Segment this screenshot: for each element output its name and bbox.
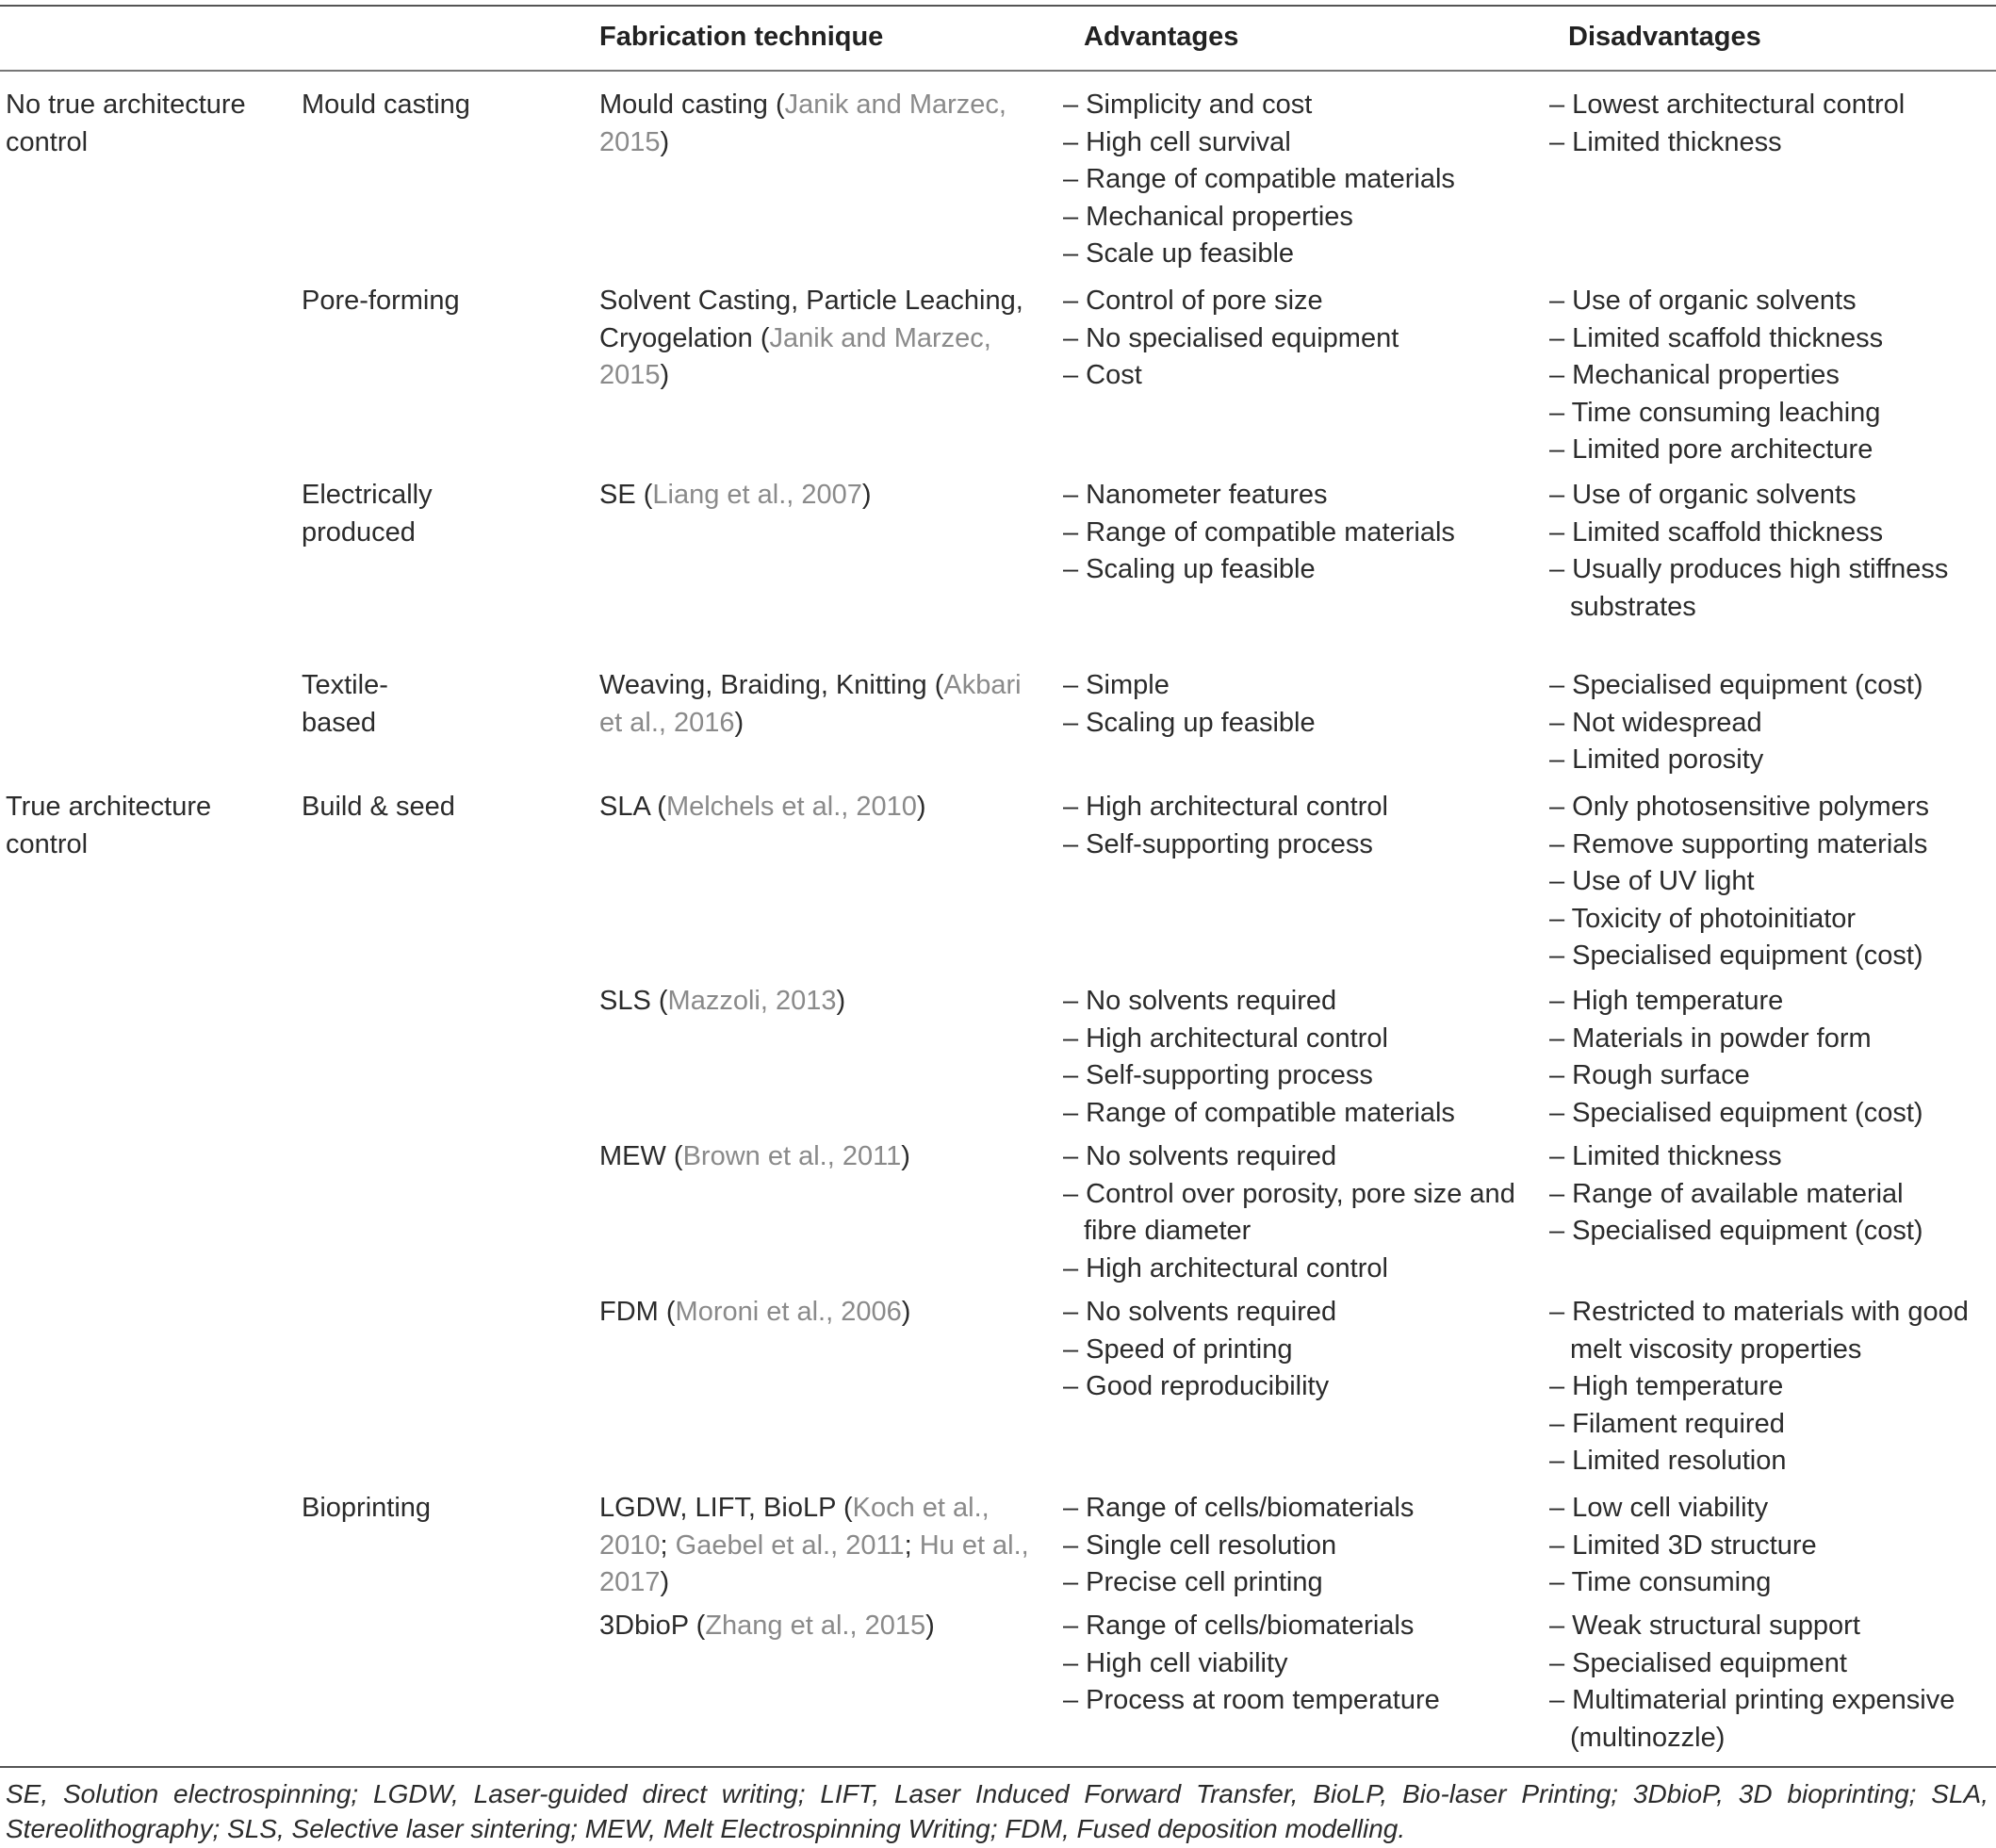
- technique-text: 3DbioP (: [599, 1611, 706, 1641]
- technique-text: Weaving, Braiding, Knitting (: [599, 670, 944, 700]
- technique-line: [599, 1608, 935, 1645]
- disadvantage-item: – Low cell viability: [1549, 1493, 1769, 1523]
- advantage-item: – Simple: [1063, 670, 1170, 700]
- advantage-item: – High architectural control: [1063, 1252, 1388, 1284]
- category-label: True architecture: [6, 792, 212, 822]
- disadvantage-item: substrates: [1570, 591, 1696, 622]
- advantage-item: – Mechanical properties: [1063, 201, 1353, 232]
- disadvantage-item: – Specialised equipment (cost): [1549, 940, 1923, 972]
- disadvantage-item: – Weak structural support: [1549, 1611, 1860, 1641]
- disadvantage-item: – Time consuming: [1549, 1567, 1772, 1598]
- disadvantage-item: – Limited scaffold thickness: [1549, 516, 1884, 548]
- disadvantage-item: – Limited pore architecture: [1549, 434, 1873, 466]
- disadvantage-item: – Restricted to materials with good: [1549, 1297, 1969, 1327]
- advantage-item: fibre diameter: [1084, 1216, 1252, 1247]
- citation-link: Mazzoli, 2013: [667, 986, 837, 1016]
- advantage-item: – No solvents required: [1063, 1297, 1337, 1327]
- technique-text: ): [660, 126, 670, 157]
- advantage-item: – Scaling up feasible: [1063, 707, 1316, 738]
- disadvantage-item: – Rough surface: [1549, 1060, 1750, 1091]
- advantage-item: – Range of compatible materials: [1063, 516, 1455, 548]
- technique-text: MEW (: [599, 1141, 683, 1171]
- technique-line: [599, 667, 1022, 705]
- technique-line: [599, 1138, 910, 1176]
- header-advantages: Advantages: [1084, 22, 1239, 52]
- advantage-item: – Single cell resolution: [1063, 1529, 1337, 1561]
- disadvantage-item: (multinozzle): [1570, 1722, 1726, 1753]
- technique-line: [599, 1528, 1029, 1565]
- disadvantage-item: – Use of organic solvents: [1549, 480, 1857, 510]
- technique-text: ): [901, 1141, 910, 1171]
- disadvantage-item: – Materials in powder form: [1549, 1022, 1872, 1054]
- technique-line: [599, 1564, 669, 1602]
- technique-line: [599, 320, 991, 358]
- citation-link: 2015: [599, 360, 661, 391]
- disadvantage-item: – Limited thickness: [1549, 126, 1782, 157]
- advantage-item: – Control of pore size: [1063, 286, 1323, 316]
- citation-link: 2010: [599, 1529, 661, 1561]
- disadvantage-item: – Lowest architectural control: [1549, 90, 1906, 120]
- technique-text: ): [861, 480, 872, 510]
- technique-line: [599, 705, 744, 743]
- method-label: Electrically: [302, 480, 433, 510]
- technique-text: ;: [904, 1529, 920, 1561]
- citation-link: Zhang et al., 2015: [705, 1611, 926, 1641]
- citation-link: Akbari: [943, 670, 1022, 700]
- disadvantage-item: – Limited scaffold thickness: [1549, 322, 1884, 353]
- citation-link: Melchels et al., 2010: [665, 792, 917, 822]
- technique-line: [599, 1490, 990, 1528]
- disadvantage-item: – Mechanical properties: [1549, 360, 1840, 391]
- advantage-item: – Precise cell printing: [1063, 1567, 1323, 1598]
- method-label: Textile-: [302, 670, 388, 700]
- citation-link: Hu et al.,: [919, 1529, 1029, 1561]
- citation-link: 2015: [599, 126, 661, 157]
- disadvantage-item: – Limited resolution: [1549, 1446, 1787, 1477]
- table-footnote: [6, 1776, 1988, 1846]
- technique-text: ): [660, 360, 670, 391]
- disadvantage-item: – Limited 3D structure: [1549, 1529, 1817, 1561]
- advantage-item: – Process at room temperature: [1063, 1685, 1440, 1716]
- technique-text: SLS (: [599, 986, 668, 1016]
- technique-text: ): [734, 707, 744, 738]
- citation-link: 2017: [599, 1567, 661, 1598]
- footnote-line: SE, Solution electrospinning; LGDW, Laser-guided direct writing; LIFT, Laser Induced Forward Transfer, BioLP, Bio-laser Printing; 3DbioP, 3D bioprinting; SLA,: [6, 1779, 1988, 1808]
- method-label: Build & seed: [302, 792, 455, 822]
- citation-link: et al., 2016: [599, 707, 735, 738]
- disadvantage-item: – Limited thickness: [1549, 1141, 1782, 1171]
- table-bottom-rule: [0, 1766, 1996, 1768]
- technique-text: Mould casting (: [599, 90, 785, 120]
- disadvantage-item: – Remove supporting materials: [1549, 828, 1928, 859]
- advantage-item: – Self-supporting process: [1063, 828, 1373, 859]
- advantage-item: – Self-supporting process: [1063, 1060, 1373, 1091]
- disadvantage-item: – Time consuming leaching: [1549, 397, 1881, 428]
- technique-text: ): [836, 986, 846, 1016]
- header-rule: [0, 70, 1996, 72]
- method-label: based: [302, 707, 377, 738]
- header-fabrication-technique: Fabrication technique: [599, 22, 884, 52]
- advantage-item: – No solvents required: [1063, 1141, 1337, 1171]
- technique-text: ;: [660, 1529, 676, 1561]
- category-label: control: [6, 828, 89, 859]
- technique-text: ): [901, 1297, 911, 1327]
- advantage-item: – Speed of printing: [1063, 1333, 1293, 1365]
- technique-line: [599, 87, 1006, 124]
- advantage-item: – High cell viability: [1063, 1647, 1288, 1678]
- technique-text: Solvent Casting, Particle Leaching,: [599, 286, 1023, 316]
- technique-line: [599, 1294, 910, 1332]
- advantage-item: – Scale up feasible: [1063, 238, 1295, 270]
- advantage-item: – Range of compatible materials: [1063, 164, 1455, 195]
- technique-text: ): [925, 1611, 935, 1641]
- technique-text: FDM (: [599, 1297, 676, 1327]
- advantage-item: – High architectural control: [1063, 792, 1388, 822]
- advantage-item: – Scaling up feasible: [1063, 554, 1316, 585]
- citation-link: Janik and Marzec,: [784, 90, 1006, 120]
- advantage-item: – Range of cells/biomaterials: [1063, 1611, 1415, 1641]
- disadvantage-item: – Specialised equipment (cost): [1549, 670, 1923, 700]
- citation-link: Brown et al., 2011: [682, 1141, 902, 1171]
- disadvantage-item: – Usually produces high stiffness: [1549, 554, 1949, 585]
- disadvantage-item: – Specialised equipment (cost): [1549, 1097, 1923, 1128]
- method-label: Mould casting: [302, 90, 470, 120]
- category-label: No true architecture: [6, 90, 246, 120]
- technique-text: ): [660, 1567, 670, 1598]
- citation-link: Moroni et al., 2006: [675, 1297, 902, 1327]
- technique-text: ): [916, 792, 926, 822]
- citation-link: Gaebel et al., 2011: [675, 1529, 905, 1561]
- technique-text: SE (: [599, 480, 653, 510]
- disadvantage-item: – Multimaterial printing expensive: [1549, 1685, 1955, 1716]
- disadvantage-item: – Specialised equipment (cost): [1549, 1216, 1923, 1247]
- advantage-item: – No solvents required: [1063, 986, 1337, 1016]
- disadvantage-item: melt viscosity properties: [1570, 1333, 1862, 1365]
- citation-link: Janik and Marzec,: [769, 322, 991, 353]
- technique-line: [599, 477, 872, 515]
- technique-text: SLA (: [599, 792, 666, 822]
- disadvantage-item: – Only photosensitive polymers: [1549, 792, 1929, 822]
- table-top-rule: [0, 5, 1996, 7]
- disadvantage-item: – High temperature: [1549, 986, 1784, 1016]
- disadvantage-item: – Toxicity of photoinitiator: [1549, 903, 1857, 934]
- advantage-item: – Good reproducibility: [1063, 1371, 1330, 1402]
- disadvantage-item: – Range of available material: [1549, 1178, 1904, 1209]
- disadvantage-item: – Use of organic solvents: [1549, 286, 1857, 316]
- header-disadvantages: Disadvantages: [1568, 22, 1761, 52]
- category-label: control: [6, 126, 89, 157]
- technique-line: [599, 357, 669, 395]
- disadvantage-item: – Not widespread: [1549, 707, 1762, 738]
- method-label: produced: [302, 516, 416, 548]
- advantage-item: – Cost: [1063, 360, 1142, 391]
- technique-line: [599, 789, 926, 826]
- citation-link: Liang et al., 2007: [652, 480, 862, 510]
- method-label: Bioprinting: [302, 1493, 432, 1523]
- disadvantage-item: – Use of UV light: [1549, 866, 1755, 897]
- technique-text: Cryogelation (: [599, 322, 770, 353]
- technique-line: [599, 983, 845, 1021]
- advantage-item: – High cell survival: [1063, 126, 1291, 157]
- advantage-item: – Range of cells/biomaterials: [1063, 1493, 1415, 1523]
- advantage-item: – Control over porosity, pore size and: [1063, 1178, 1515, 1209]
- citation-link: Koch et al.,: [852, 1493, 990, 1523]
- method-label: Pore-forming: [302, 286, 460, 316]
- footnote-line: Stereolithography; SLS, Selective laser sintering; MEW, Melt Electrospinning Writing; FDM, Fused deposition modelling.: [6, 1814, 1406, 1843]
- disadvantage-item: – Filament required: [1549, 1408, 1785, 1439]
- advantage-item: – Nanometer features: [1063, 480, 1328, 510]
- advantage-item: – Simplicity and cost: [1063, 90, 1313, 120]
- advantage-item: – No specialised equipment: [1063, 322, 1399, 353]
- advantage-item: – High architectural control: [1063, 1022, 1388, 1054]
- disadvantage-item: – High temperature: [1549, 1371, 1784, 1402]
- technique-text: LGDW, LIFT, BioLP (: [599, 1493, 853, 1523]
- technique-line: [599, 124, 669, 162]
- disadvantage-item: – Specialised equipment: [1549, 1647, 1847, 1678]
- technique-line: [599, 283, 1023, 320]
- disadvantage-item: – Limited porosity: [1549, 744, 1764, 776]
- advantage-item: – Range of compatible materials: [1063, 1097, 1455, 1128]
